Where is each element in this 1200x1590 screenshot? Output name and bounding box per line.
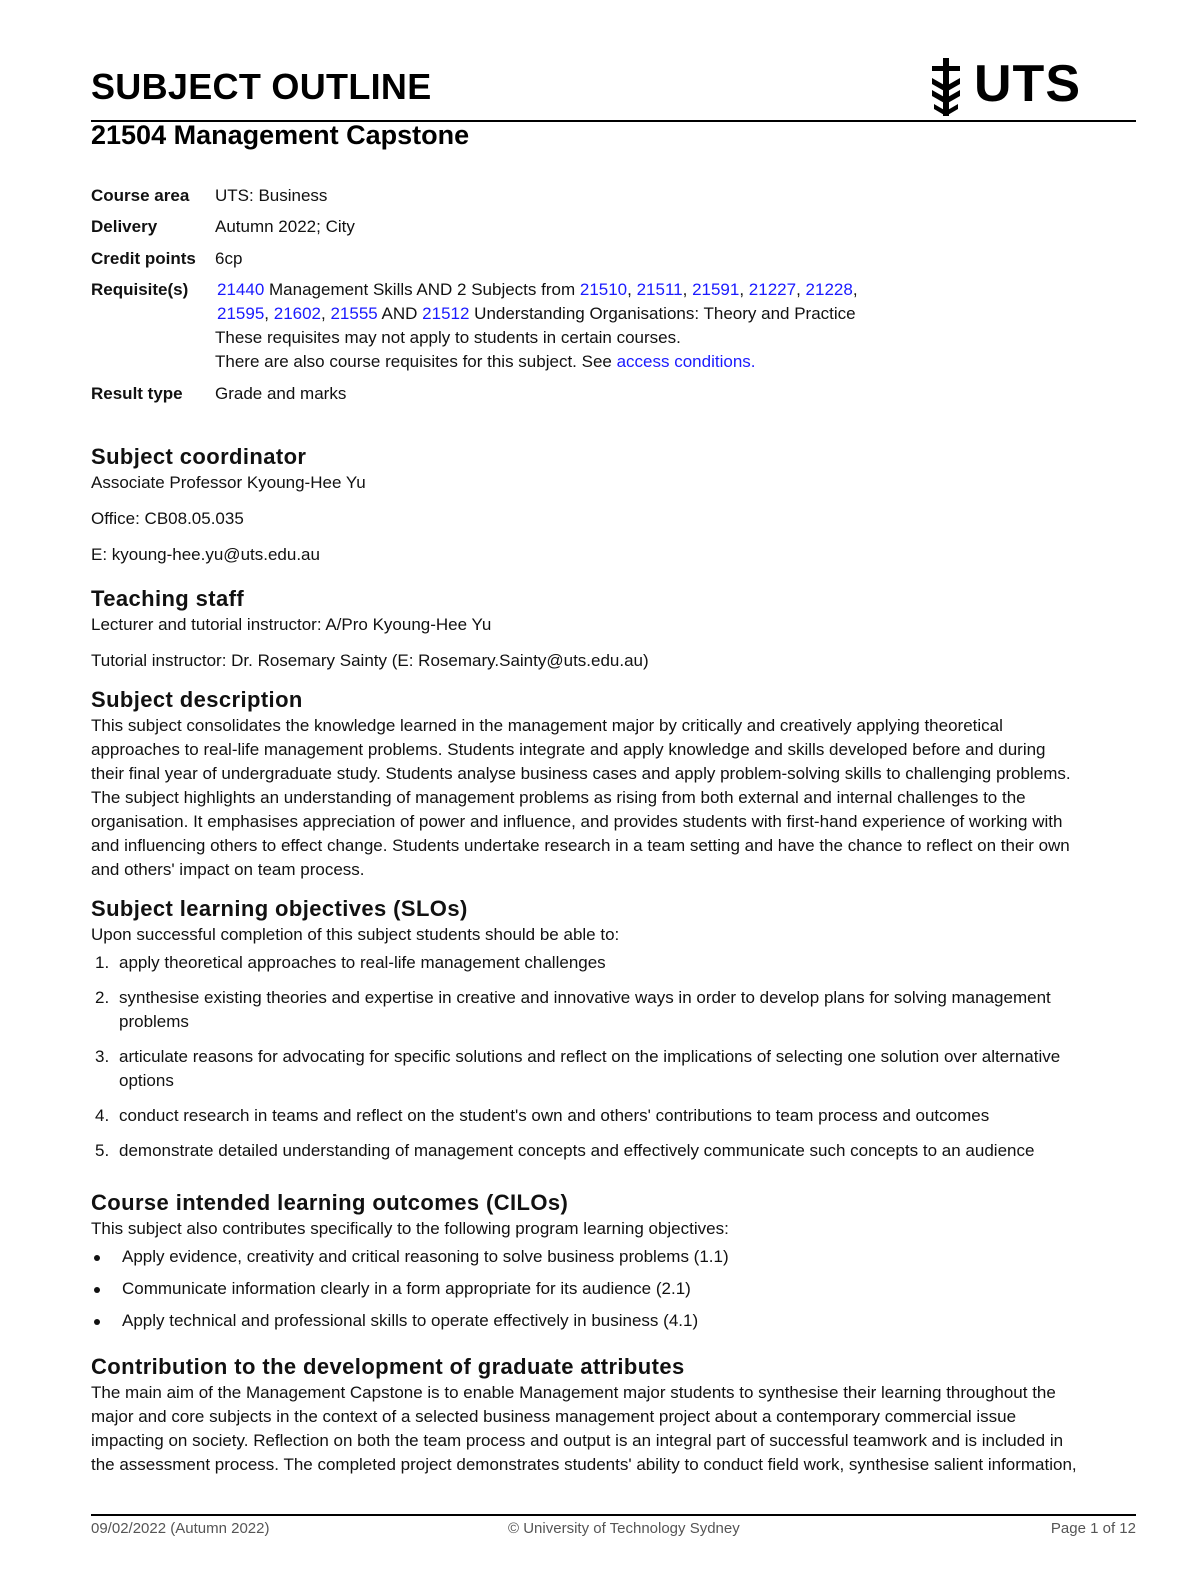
section-heading: Subject coordinator	[91, 444, 307, 469]
bullet-icon	[94, 1287, 100, 1293]
course-area-label: Course area	[91, 186, 190, 205]
description-line: The subject highlights an understanding of management problems as rising from both external and internal challenges to the	[91, 788, 1026, 807]
slo-item	[91, 1139, 1136, 1163]
subject-link[interactable]: 21602	[273, 304, 322, 323]
footer-page-number: Page 1 of 12	[1050, 1520, 1136, 1537]
subject-link[interactable]: 21510	[579, 280, 628, 299]
subject-link[interactable]: 21512	[422, 304, 470, 323]
requisite-text: There are also course requisites for this subject. See	[215, 352, 617, 371]
uts-crest-icon	[928, 58, 964, 116]
subject-link[interactable]: 21227	[748, 280, 797, 299]
credit-points-value: 6cp	[215, 249, 243, 268]
footer-copyright: © University of Technology Sydney	[508, 1520, 740, 1537]
description-line: and influencing others to effect change. Students undertake research in a team setting and have the chance to reflect on their own	[91, 836, 1070, 855]
slo-item	[91, 1104, 1136, 1128]
uts-logo	[926, 55, 1086, 118]
slo-number: 2.	[95, 988, 110, 1007]
section-heading: Teaching staff	[91, 586, 245, 611]
staff-lecturer: Lecturer and tutorial instructor: A/Pro Kyoung-Hee Yu	[91, 615, 492, 634]
delivery-label: Delivery	[91, 217, 158, 236]
cilo-text: Apply evidence, creativity and critical reasoning to solve business problems (1.1)	[122, 1247, 729, 1266]
requisite-text: Understanding Organisations: Theory and Practice	[469, 304, 856, 323]
coordinator-office: Office: CB08.05.035	[91, 509, 244, 528]
slo-text: conduct research in teams and reflect on the student's own and others' contributions to team process and outcomes	[119, 1106, 990, 1125]
subject-link[interactable]: 21228	[805, 280, 853, 299]
slo-number: 4.	[95, 1106, 110, 1125]
subject-coordinator-section	[91, 443, 1136, 567]
cilo-item	[91, 1309, 1136, 1333]
description-line: approaches to real-life management problems. Students integrate and apply knowledge and skills developed before and during	[91, 740, 1046, 759]
slo-text: demonstrate detailed understanding of management concepts and effectively communicate such concepts to an audience	[119, 1141, 1035, 1160]
requisites-note-2	[215, 350, 756, 374]
slo-item	[91, 951, 1136, 975]
description-line: their final year of undergraduate study. Students analyse business cases and apply problem-solving skills to challenging problems.	[91, 764, 1071, 783]
slo-section	[91, 895, 1136, 1174]
cilo-intro: This subject also contributes specifically to the following program learning objectives:	[91, 1219, 729, 1238]
requisite-text: AND	[377, 304, 423, 323]
bullet-icon	[94, 1319, 100, 1325]
slo-list	[91, 951, 1136, 1163]
requisites-label: Requisite(s)	[91, 280, 189, 299]
requisites-line-1: 21440 Management Skills AND 2 Subjects from 21510, 21511, 21591, 21227, 21228,	[217, 280, 858, 299]
subject-link[interactable]: 21595	[217, 304, 265, 323]
course-area-value: UTS: Business	[215, 186, 328, 205]
staff-tutor: Tutorial instructor: Dr. Rosemary Sainty (E: Rosemary.Sainty@uts.edu.au)	[91, 651, 649, 670]
slo-text: synthesise existing theories and expertise in creative and innovative ways in order to develop plans for solving management	[119, 988, 1051, 1007]
section-heading: Subject learning objectives (SLOs)	[91, 896, 468, 921]
cilo-list	[91, 1245, 1136, 1333]
uts-logo-text: UTS	[974, 55, 1081, 113]
footer-divider	[91, 1514, 1136, 1516]
bullet-icon	[94, 1255, 100, 1261]
subject-link[interactable]: 21511	[636, 280, 683, 299]
result-type-label: Result type	[91, 384, 183, 403]
subject-link[interactable]: 21591	[692, 280, 740, 299]
slo-text: options	[119, 1071, 174, 1090]
slo-item	[91, 986, 1136, 1034]
graduate-attributes-section	[91, 1353, 1136, 1477]
document-title: SUBJECT OUTLINE	[91, 66, 432, 107]
coordinator-email: E: kyoung-hee.yu@uts.edu.au	[91, 545, 320, 564]
subject-link[interactable]: 21555	[330, 304, 378, 323]
graduate-line: The main aim of the Management Capstone is to enable Management major students to synthesise their learning throughout the	[91, 1383, 1056, 1402]
slo-item	[91, 1045, 1136, 1093]
credit-points-label: Credit points	[91, 249, 196, 268]
slo-text: apply theoretical approaches to real-life management challenges	[119, 953, 606, 972]
access-conditions-link[interactable]: access conditions.	[616, 352, 756, 371]
slo-number: 3.	[95, 1047, 110, 1066]
cilo-section	[91, 1189, 1136, 1341]
coordinator-name: Associate Professor Kyoung-Hee Yu	[91, 473, 366, 492]
cilo-item	[91, 1277, 1136, 1301]
delivery-value: Autumn 2022; City	[215, 217, 355, 236]
requisite-text: Management Skills AND 2 Subjects from	[264, 280, 580, 299]
section-heading: Subject description	[91, 687, 303, 712]
slo-number: 1.	[95, 953, 110, 972]
slo-text: articulate reasons for advocating for specific solutions and reflect on the implications of selecting one solution over alternative	[119, 1047, 1061, 1066]
subject-link[interactable]: 21440	[217, 280, 265, 299]
requisites-note-1: These requisites may not apply to students in certain courses.	[215, 328, 681, 347]
section-heading: Course intended learning outcomes (CILOs)	[91, 1190, 569, 1215]
cilo-item	[91, 1245, 1136, 1269]
cilo-text: Apply technical and professional skills to operate effectively in business (4.1)	[122, 1311, 699, 1330]
slo-intro: Upon successful completion of this subject students should be able to:	[91, 925, 620, 944]
teaching-staff-section	[91, 585, 1136, 673]
result-type-value: Grade and marks	[215, 384, 347, 403]
description-line: This subject consolidates the knowledge learned in the management major by critically and creatively applying theoretical	[91, 716, 1003, 735]
subject-description-section	[91, 686, 1136, 882]
graduate-line: major and core subjects in the context of a selected business management project about a contemporary commercial issue	[91, 1407, 1017, 1426]
requisites-line-2: 21595, 21602, 21555 AND 21512 Understanding Organisations: Theory and Practice	[217, 304, 856, 323]
footer-date: 09/02/2022 (Autumn 2022)	[91, 1520, 270, 1537]
graduate-line: the assessment process. The completed project demonstrates students' ability to conduct field work, synthesise salient information,	[91, 1455, 1077, 1474]
description-line: organisation. It emphasises appreciation of power and influence, and provides students with first-hand experience of working with	[91, 812, 1063, 831]
slo-text: problems	[119, 1012, 189, 1031]
slo-number: 5.	[95, 1141, 110, 1160]
subject-title: 21504 Management Capstone	[91, 120, 470, 150]
section-heading: Contribution to the development of graduate attributes	[91, 1354, 685, 1379]
graduate-line: impacting on society. Reflection on both the team process and output is an integral part of successful teamwork and is included in	[91, 1431, 1064, 1450]
cilo-text: Communicate information clearly in a form appropriate for its audience (2.1)	[122, 1279, 691, 1298]
description-line: and others' impact on team process.	[91, 860, 365, 879]
